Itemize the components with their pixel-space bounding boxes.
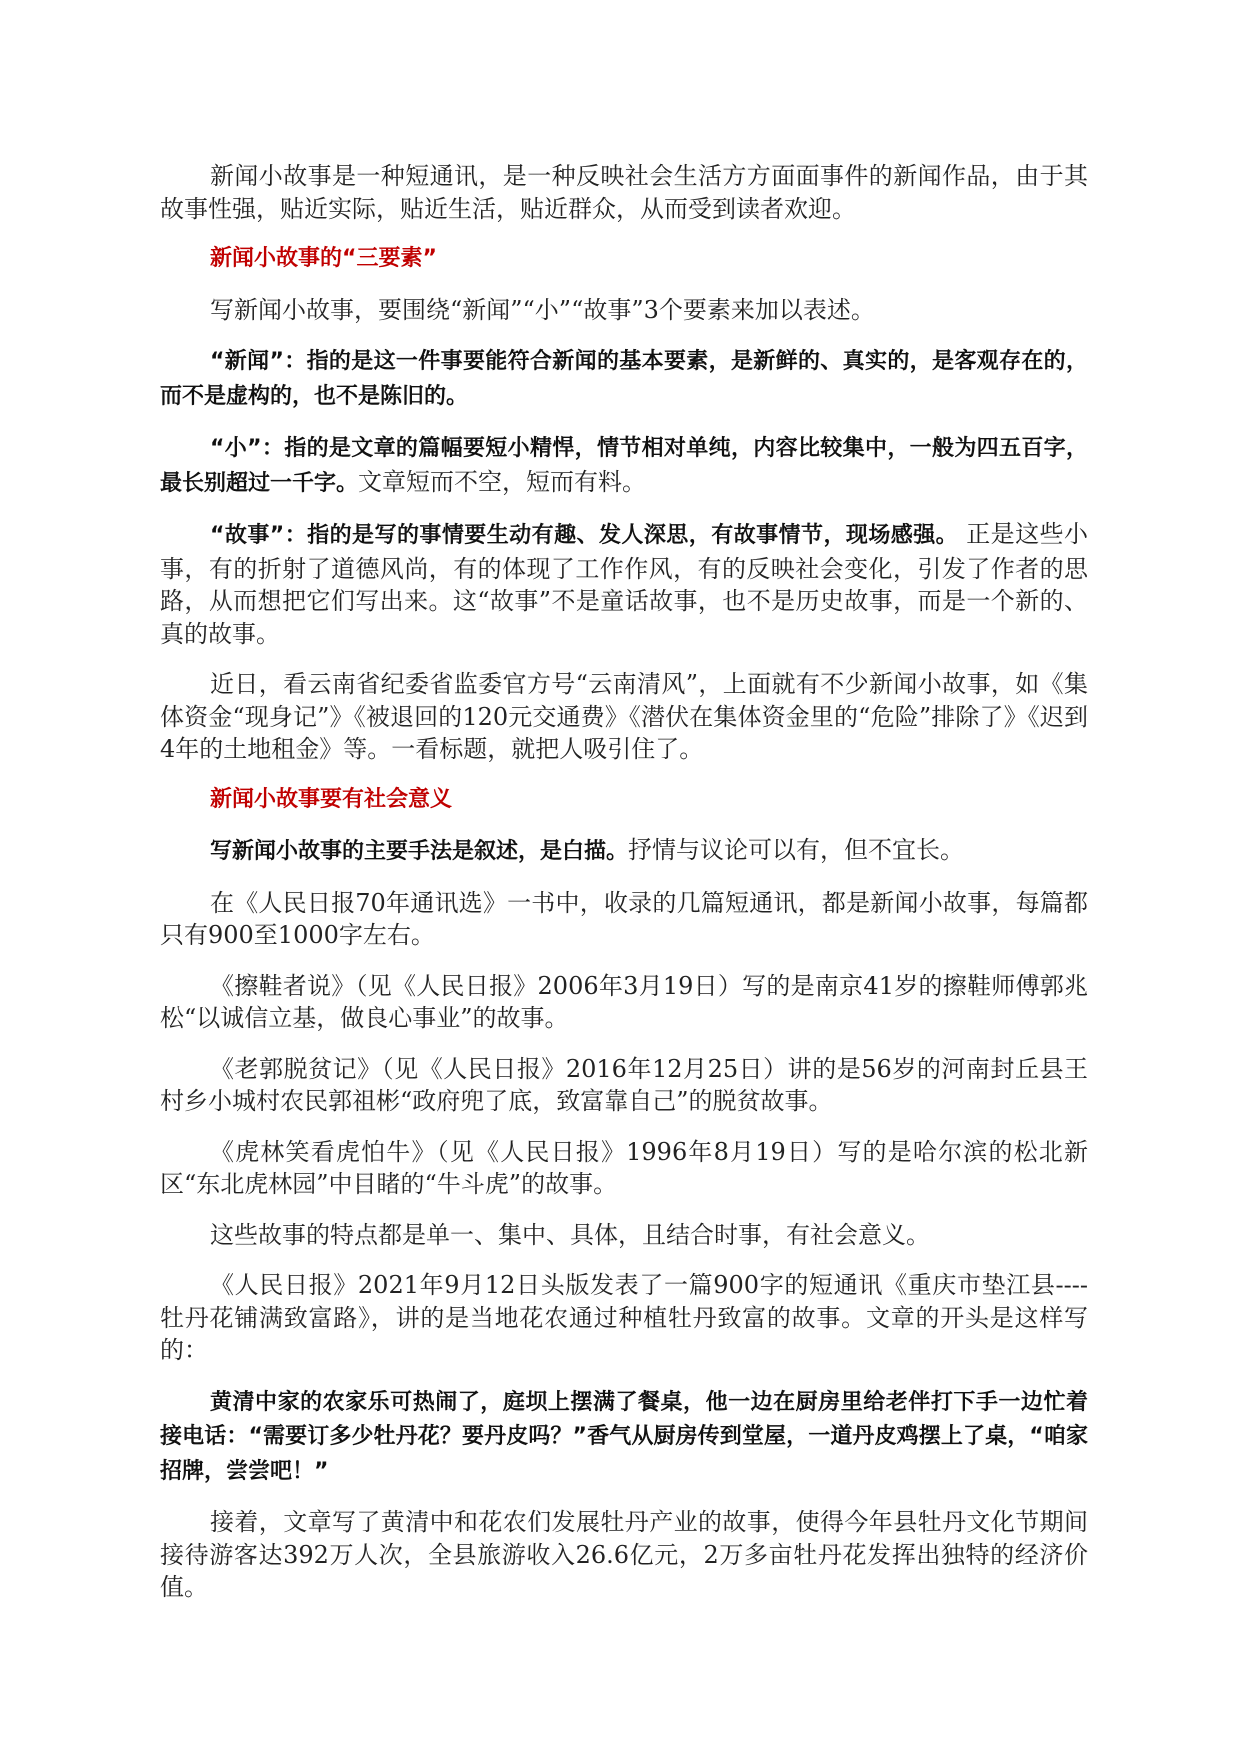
paragraph-intro: 新闻小故事是一种短通讯，是一种反映社会生活方方面面事件的新闻作品，由于其故事性强，贴近实际，贴近生活，贴近群众，从而受到读者欢迎。 <box>160 162 1088 223</box>
document-body <box>160 160 1088 1622</box>
paragraph-peony-article: 《人民日报》2021年9月12日头版发表了一篇900字的短通讯《重庆市垫江县----牡丹花铺满致富路》，讲的是当地花农通过种植牡丹致富的故事。文章的开头是这样写的： <box>160 1271 1088 1364</box>
paragraph-tiger-park-story: 《虎林笑看虎怕牛》（见《人民日报》1996年8月19日）写的是哈尔滨的松北新区“东北虎林园”中目睹的“牛斗虎”的故事。 <box>160 1137 1088 1198</box>
paragraph-story-features: 这些故事的特点都是单一、集中、具体，且结合时事，有社会意义。 <box>210 1220 930 1249</box>
normal-text: 正是这些小事，有的折射了道德风尚，有的体现了工作作风，有的反映社会变化，引发了作者的思路，从而想把它们写出来。这“故事”不是童话故事，也不是历史故事，而是一个新的、真的故事。 <box>160 520 1088 648</box>
paragraph-element-small <box>160 431 1088 500</box>
paragraph-element-news <box>160 344 1088 413</box>
section-heading-social-significance: 新闻小故事要有社会意义 <box>210 786 453 812</box>
bold-text: “新闻”：指的是这一件事要能符合新闻的基本要素，是新鲜的、真实的，是客观存在的，而不是虚构的，也不是陈旧的。 <box>160 349 1088 409</box>
paragraph-article-opening-quote <box>160 1385 1088 1489</box>
paragraph-three-elements-intro: 写新闻小故事，要围绕“新闻”“小”“故事”3个要素来加以表述。 <box>210 295 875 324</box>
bold-text: “小”：指的是文章的篇幅要短小精悍，情节相对单纯，内容比较集中，一般为四五百字，最长别超过一千字。 <box>160 436 1088 496</box>
paragraph-main-technique <box>160 834 1088 869</box>
paragraph-element-story <box>160 518 1088 650</box>
paragraph-shoeshine-story: 《擦鞋者说》（见《人民日报》2006年3月19日）写的是南京41岁的擦鞋师傅郭兆松“以诚信立基，做良心事业”的故事。 <box>160 971 1088 1032</box>
bold-text: 写新闻小故事的主要手法是叙述，是白描。 <box>210 839 629 864</box>
bold-text: 黄清中家的农家乐可热闹了，庭坝上摆满了餐桌，他一边在厨房里给老伴打下手一边忙着接电话：“需要订多少牡丹花？要丹皮吗？”香气从厨房传到堂屋，一道丹皮鸡摆上了桌，“咱家招牌，尝尝吧！” <box>160 1389 1088 1484</box>
normal-text: 抒情与议论可以有，但不宜长。 <box>628 836 965 864</box>
section-heading-three-elements: 新闻小故事的“三要素” <box>210 246 437 271</box>
paragraph-anthology: 在《人民日报70年通讯选》一书中，收录的几篇短通讯，都是新闻小故事，每篇都只有900至1000字左右。 <box>160 888 1088 949</box>
paragraph-yunnan-example: 近日，看云南省纪委省监委官方号“云南清风”，上面就有不少新闻小故事，如《集体资金“现身记”》《被退回的120元交通费》《潜伏在集体资金里的“危险”排除了》《迟到4年的土地租金》等。一看标题，就把人吸引住了。 <box>160 670 1088 763</box>
paragraph-lao-guo-story: 《老郭脱贫记》（见《人民日报》2016年12月25日）讲的是56岁的河南封丘县王村乡小城村农民郭祖彬“政府兜了底，致富靠自己”的脱贫故事。 <box>160 1054 1088 1115</box>
bold-text: “故事”：指的是写的事情要生动有趣、发人深思，有故事情节，现场感强。 <box>210 523 959 548</box>
normal-text: 文章短而不空，短而有料。 <box>358 467 647 496</box>
paragraph-peony-results: 接着，文章写了黄清中和花农们发展牡丹产业的故事，使得今年县牡丹文化节期间接待游客达392万人次，全县旅游收入26.6亿元，2万多亩牡丹花发挥出独特的经济价值。 <box>160 1508 1088 1601</box>
